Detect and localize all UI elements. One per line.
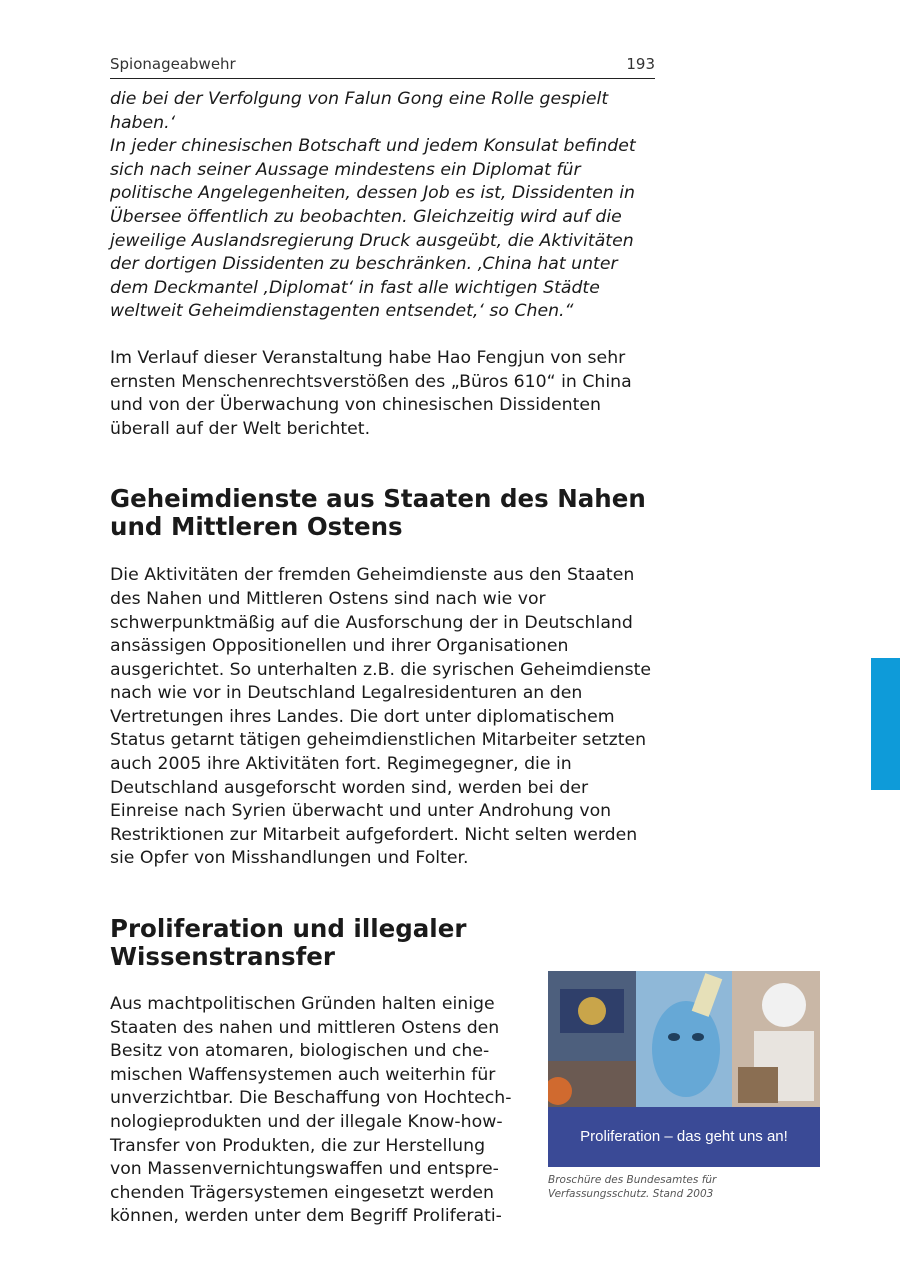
brochure-banner: Proliferation – das geht uns an! [548,1107,820,1167]
section-heading-line-2: und Mittleren Ostens [110,512,403,542]
proliferation-line: Aus machtpolitischen Gründen halten einige [110,994,495,1015]
chapter-thumb-tab [871,658,900,790]
quote-line-2: In jeder chinesischen Botschaft und jedem Konsulat befindet sich nach seiner Aussage mindestens ein Diplomat für politische Angelegenheiten, dessen Job es ist, Dissidenten in Übersee öffentlich zu beobachten. Gleichzeitig wird auf die jeweilige Auslandsregierung Druck ausgeübt, die Aktivitäten der dortigen Dissidenten zu beschränken. ‚China hat unter dem Deckmantel ‚Diplomat‘ in fast alle wichtigen Städte weltweit Geheimdienstagenten entsendet,‘ so Chen.“ [110,136,636,322]
quote-line-1: die bei der Verfolgung von Falun Gong eine Rolle gespielt haben.‘ [110,89,609,133]
running-header-title: Spionageabwehr [110,55,236,73]
section-heading-nahen-osten [110,485,658,541]
section-body-nahen-osten: Die Aktivitäten der fremden Geheimdienste aus den Staaten des Nahen und Mittleren Ostens sind nach wie vor schwerpunktmäßig auf die Ausforschung der in Deutschland ansässigen Oppositionellen und ihrer Organisationen ausgerichtet. So unterhalten z.B. die syrischen Geheimdienste nach wie vor in Deutschland Legalresidenturen an den Vertretungen ihres Landes. Die dort unter diplomatischem Status getarnt tätigen geheimdienstlichen Mitarbeiter setzten auch 2005 ihre Aktivitäten fort. Regimegegner, die in Deutschland ausgeforscht worden sind, werden bei der Einreise nach Syrien überwacht und unter Androhung von Restriktionen zur Mitarbeit aufgefordert. Nicht selten werden sie Opfer von Misshandlungen und Folter. [110,565,652,869]
page-number: 193 [626,55,655,73]
section-heading-proliferation: Proliferation und illegaler Wissenstransfer [110,914,467,972]
brochure-cover-image [548,971,820,1167]
proliferation-line: Besitz von atomaren, biologischen und che- [110,1041,490,1062]
proliferation-line: unverzichtbar. Die Beschaffung von Hochtech- [110,1088,512,1109]
proliferation-line: chenden Trägersystemen eingesetzt werden [110,1182,494,1203]
paragraph-hao-fengjun: Im Verlauf dieser Veranstaltung habe Hao Fengjun von sehr ernsten Menschenrechtsverstößen des „Büros 610“ in China und von der Überwachung von chinesischen Dissidenten überall auf der Welt berichtet. [110,347,632,439]
proliferation-line: Transfer von Produkten, die zur Herstellung [110,1135,486,1156]
proliferation-line: können, werden unter dem Begriff Proliferati- [110,1206,502,1227]
brochure-figure [548,971,820,1201]
figure-caption: Broschüre des Bundesamtes für Verfassungsschutz. Stand 2003 [548,1174,717,1200]
running-header [110,54,655,79]
quote-block [110,88,658,324]
proliferation-line: von Massenvernichtungswaffen und entspre- [110,1159,499,1180]
section-heading-line-1: Geheimdienste aus Staaten des Nahen [110,484,646,514]
brochure-collage-graphic [548,971,820,1107]
proliferation-line: mischen Waffensystemen auch weiterhin für [110,1064,496,1085]
proliferation-line: nologieprodukten und der illegale Know-how- [110,1112,503,1132]
proliferation-line: Staaten des nahen und mittleren Ostens den [110,1017,500,1038]
